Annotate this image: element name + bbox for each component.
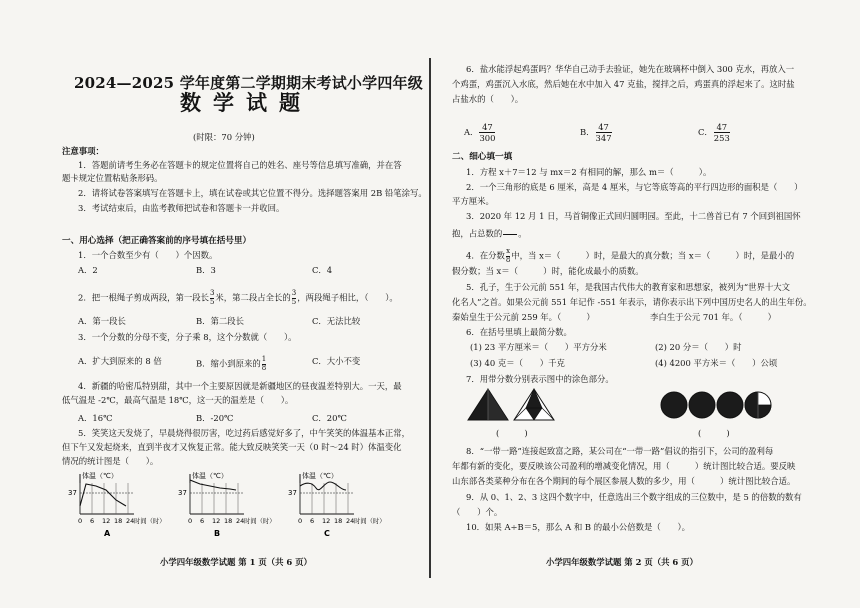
chart-x-tick: 18 bbox=[114, 517, 123, 525]
fill-7-blank-2: ( ) bbox=[698, 428, 730, 438]
chart-x-tick: 12 bbox=[102, 517, 111, 525]
fill-6-item: (3) 40 克＝（ ）千克 bbox=[470, 358, 565, 368]
q4-option-a: A．16℃ bbox=[78, 413, 113, 423]
exam-title-subject: 数学试题 bbox=[180, 90, 312, 115]
chart-x-tick: 0 bbox=[188, 517, 193, 525]
chart-x-label: 时间（时） bbox=[354, 518, 386, 525]
chart-option-label: B bbox=[214, 529, 221, 538]
fill-10: 10．如果 A÷B＝5，那么 A 和 B 的最小公倍数是（ ）。 bbox=[466, 522, 691, 532]
q6-option-a: A． $\frac{47}{300}$ bbox=[464, 122, 496, 143]
fill-1: 1．方程 x＋7＝12 与 mx＝2 有相同的解，那么 m＝（ ）。 bbox=[466, 167, 712, 177]
q2-option-c: C．无法比较 bbox=[312, 316, 361, 326]
notice-line: 题卡规定位置粘贴条形码。 bbox=[62, 173, 163, 183]
fill-9-line: 9．从 0、1、2、3 这四个数字中，任意选出三个数字组成的三位数中，是 5 的倍数的数有 bbox=[466, 492, 802, 502]
question-6-line: 个鸡蛋，鸡蛋沉入水底，然后她在水中加入 47 克盐，搅拌之后，鸡蛋真的浮起来了。这时盐 bbox=[452, 79, 795, 89]
notice-title: 注意事项： bbox=[62, 146, 104, 156]
fraction: $\frac{1}{8}$ bbox=[261, 355, 267, 372]
question-5-line: 5．笑笑这天发烧了，早晨烧得很厉害，吃过药后感觉好多了，中午笑笑的体温基本正常， bbox=[78, 428, 410, 438]
circles-figure bbox=[658, 390, 776, 422]
question-1: 1．一个合数至少有（ ）个因数。 bbox=[78, 250, 218, 260]
fill-8-line: 山东部各类菜种分布在各个期间的每个展区参展人数的多少，用（ ）统计图比较合适。 bbox=[452, 476, 796, 486]
chart-x-tick: 12 bbox=[322, 517, 331, 525]
chart-option-label: C bbox=[324, 529, 330, 538]
chart-temperature-line bbox=[80, 484, 126, 506]
fill-5-line: 化名人”之首。如果公元前 551 年记作 -551 年表示，请你表示出下列中国历史名人的出生年份。 bbox=[452, 297, 812, 307]
chart-y-tick: 37 bbox=[288, 489, 297, 497]
notice-line: 3．考试结束后，由监考教师把试卷和答题卡一并收回。 bbox=[78, 203, 285, 213]
q6-option-c: C． $\frac{47}{253}$ bbox=[698, 122, 730, 143]
question-3: 3．一个分数的分母不变，分子乘 8，这个分数就（ ）。 bbox=[78, 332, 297, 342]
chart-x-tick: 18 bbox=[224, 517, 233, 525]
fraction: $\frac{3}{5}$ bbox=[209, 289, 215, 306]
fill-3-line: 抱，占总数的 。 bbox=[452, 226, 527, 242]
exam-title-year: 2024—2025 学年度第二学期期末考试小学四年级 bbox=[74, 74, 423, 92]
question-4-line: 低气温是 -2℃，最高气温是 18℃，这一天的温差是（ ）。 bbox=[62, 395, 294, 405]
fill-9-line: （ ）个。 bbox=[452, 507, 503, 517]
question-2: 2．把一根绳子剪成两段，第一段长 $\frac{3}{5}$米，第二段占全长的 $\frac{3}{5}$，两段绳子相比，（ ）。 bbox=[78, 289, 398, 306]
fill-2-line: 平方厘米。 bbox=[452, 196, 494, 206]
fill-5-line: 秦始皇生于公元前 259 年。（ ） bbox=[452, 312, 595, 322]
fill-6: 6．在括号里填上最简分数。 bbox=[466, 327, 572, 337]
chart-x-label: 时间（时） bbox=[134, 518, 166, 525]
exam-time-limit: (时限：70 分钟) bbox=[193, 132, 255, 142]
chart-y-label: 体温（℃） bbox=[82, 472, 118, 480]
chart-temperature-line bbox=[190, 480, 236, 490]
chart-x-tick: 24 bbox=[346, 517, 355, 525]
q5-temperature-charts bbox=[60, 470, 390, 538]
chart-x-tick: 0 bbox=[298, 517, 303, 525]
chart-x-tick: 18 bbox=[334, 517, 343, 525]
chart-option-label: A bbox=[104, 529, 111, 538]
fill-3-line: 3．2020 年 12 月 1 日，马首铜像正式回归圆明园。至此，十二兽首已有 7 个回到祖国怀 bbox=[466, 211, 801, 221]
fraction: $\frac{3}{5}$ bbox=[291, 289, 297, 306]
chart-y-tick: 37 bbox=[178, 489, 187, 497]
chart-temperature-line bbox=[300, 482, 346, 490]
chart-x-label: 时间（时） bbox=[244, 518, 276, 525]
page-footer: 小学四年级数学试题 第 2 页（共 6 页） bbox=[546, 557, 698, 567]
q1-option-b: B．3 bbox=[196, 265, 216, 275]
fill-6-item: (4) 4200 平方米＝（ ）公顷 bbox=[655, 358, 778, 368]
fill-7: 7．用带分数分别表示图中的涂色部分。 bbox=[466, 374, 614, 384]
q3-option-c: C．大小不变 bbox=[312, 356, 361, 366]
q6-option-b: B． $\frac{47}{347}$ bbox=[580, 122, 612, 143]
notice-line: 1．答题前请考生务必在答题卡的规定位置将自己的姓名、座号等信息填写准确，并在答 bbox=[78, 160, 402, 170]
q3-option-b: B．缩小到原来的 $\frac{1}{8}$ bbox=[196, 355, 267, 372]
fill-5-line: 李白生于公元 701 年。（ ） bbox=[650, 312, 776, 322]
q2-option-b: B．第二段长 bbox=[196, 316, 245, 326]
chart-y-label: 体温（℃） bbox=[192, 472, 228, 480]
section-heading-fill: 二、细心填一填 bbox=[452, 152, 513, 162]
q1-option-c: C．4 bbox=[312, 265, 333, 275]
q4-option-b: B．-20℃ bbox=[196, 413, 234, 423]
chart-x-tick: 0 bbox=[78, 517, 83, 525]
q1-option-a: A．2 bbox=[78, 265, 98, 275]
chart-x-tick: 6 bbox=[90, 517, 95, 525]
question-6-line: 6．盐水能浮起鸡蛋吗？华华自己动手去验证，她先在玻璃杯中倒入 300 克水，再放入一 bbox=[466, 64, 795, 74]
q3-option-a: A．扩大到原来的 8 倍 bbox=[78, 356, 162, 366]
q4-option-c: C．20℃ bbox=[312, 413, 347, 423]
fill-7-blank-1: ( ) bbox=[496, 428, 528, 438]
fill-4-line: 假分数；当 x＝（ ）时，能化成最小的质数。 bbox=[452, 266, 644, 276]
fill-6-item: (2) 20 分＝（ ）时 bbox=[655, 342, 742, 352]
chart-x-tick: 12 bbox=[212, 517, 221, 525]
fraction: $\frac{x}{8}$ bbox=[505, 247, 511, 264]
fill-8-line: 年都有新的变化，要反映该公司盈利的增减变化情况，用（ ）统计图比较合适。要反映 bbox=[452, 461, 796, 471]
exam-page-2 bbox=[430, 0, 860, 608]
chart-y-tick: 37 bbox=[68, 489, 77, 497]
notice-line: 2．请将试卷答案填写在答题卡上，填在试卷或其它位置不得分。选择题答案用 2B 铅笔涂写。 bbox=[78, 188, 427, 198]
chart-x-tick: 24 bbox=[126, 517, 135, 525]
question-5-line: 但下午又发起烧来，直到半夜才又恢复正常。能大致反映笑笑一天（0 时～24 时）体温变化 bbox=[62, 442, 402, 452]
fill-4-line: 4．在分数 $\frac{x}{8}$中，当 x＝（ ）时，是最大的真分数；当 x＝（ ）时，是最小的 bbox=[466, 247, 795, 264]
page-footer: 小学四年级数学试题 第 1 页（共 6 页） bbox=[160, 557, 312, 567]
fill-6-item: (1) 23 平方厘米＝（ ）平方分米 bbox=[470, 342, 607, 352]
section-heading-choice: 一、用心选择（把正确答案前的序号填在括号里） bbox=[62, 236, 252, 246]
fill-5-line: 5．孔子，生于公元前 551 年，是我国古代伟大的教育家和思想家，被列为“世界十大文 bbox=[466, 282, 791, 292]
question-4-line: 4．新疆的哈密瓜特别甜，其中一个主要原因就是新疆地区的昼夜温差特别大。一天，最 bbox=[78, 381, 402, 391]
chart-x-tick: 6 bbox=[200, 517, 205, 525]
triangles-figure bbox=[466, 386, 576, 424]
q2-option-a: A．第一段长 bbox=[78, 316, 126, 326]
question-5-line: 情况的统计图是（ ）。 bbox=[62, 456, 159, 466]
chart-y-label: 体温（℃） bbox=[302, 472, 338, 480]
fill-8-line: 8．“一带一路”连接起致富之路，某公司在“一带一路”倡议的指引下，公司的盈利每 bbox=[466, 446, 774, 456]
question-6-line: 占盐水的（ ）。 bbox=[452, 94, 524, 104]
chart-x-tick: 24 bbox=[236, 517, 245, 525]
chart-x-tick: 6 bbox=[310, 517, 315, 525]
fill-2-line: 2．一个三角形的底是 6 厘米，高是 4 厘米，与它等底等高的平行四边形的面积是（ ） bbox=[466, 182, 803, 192]
